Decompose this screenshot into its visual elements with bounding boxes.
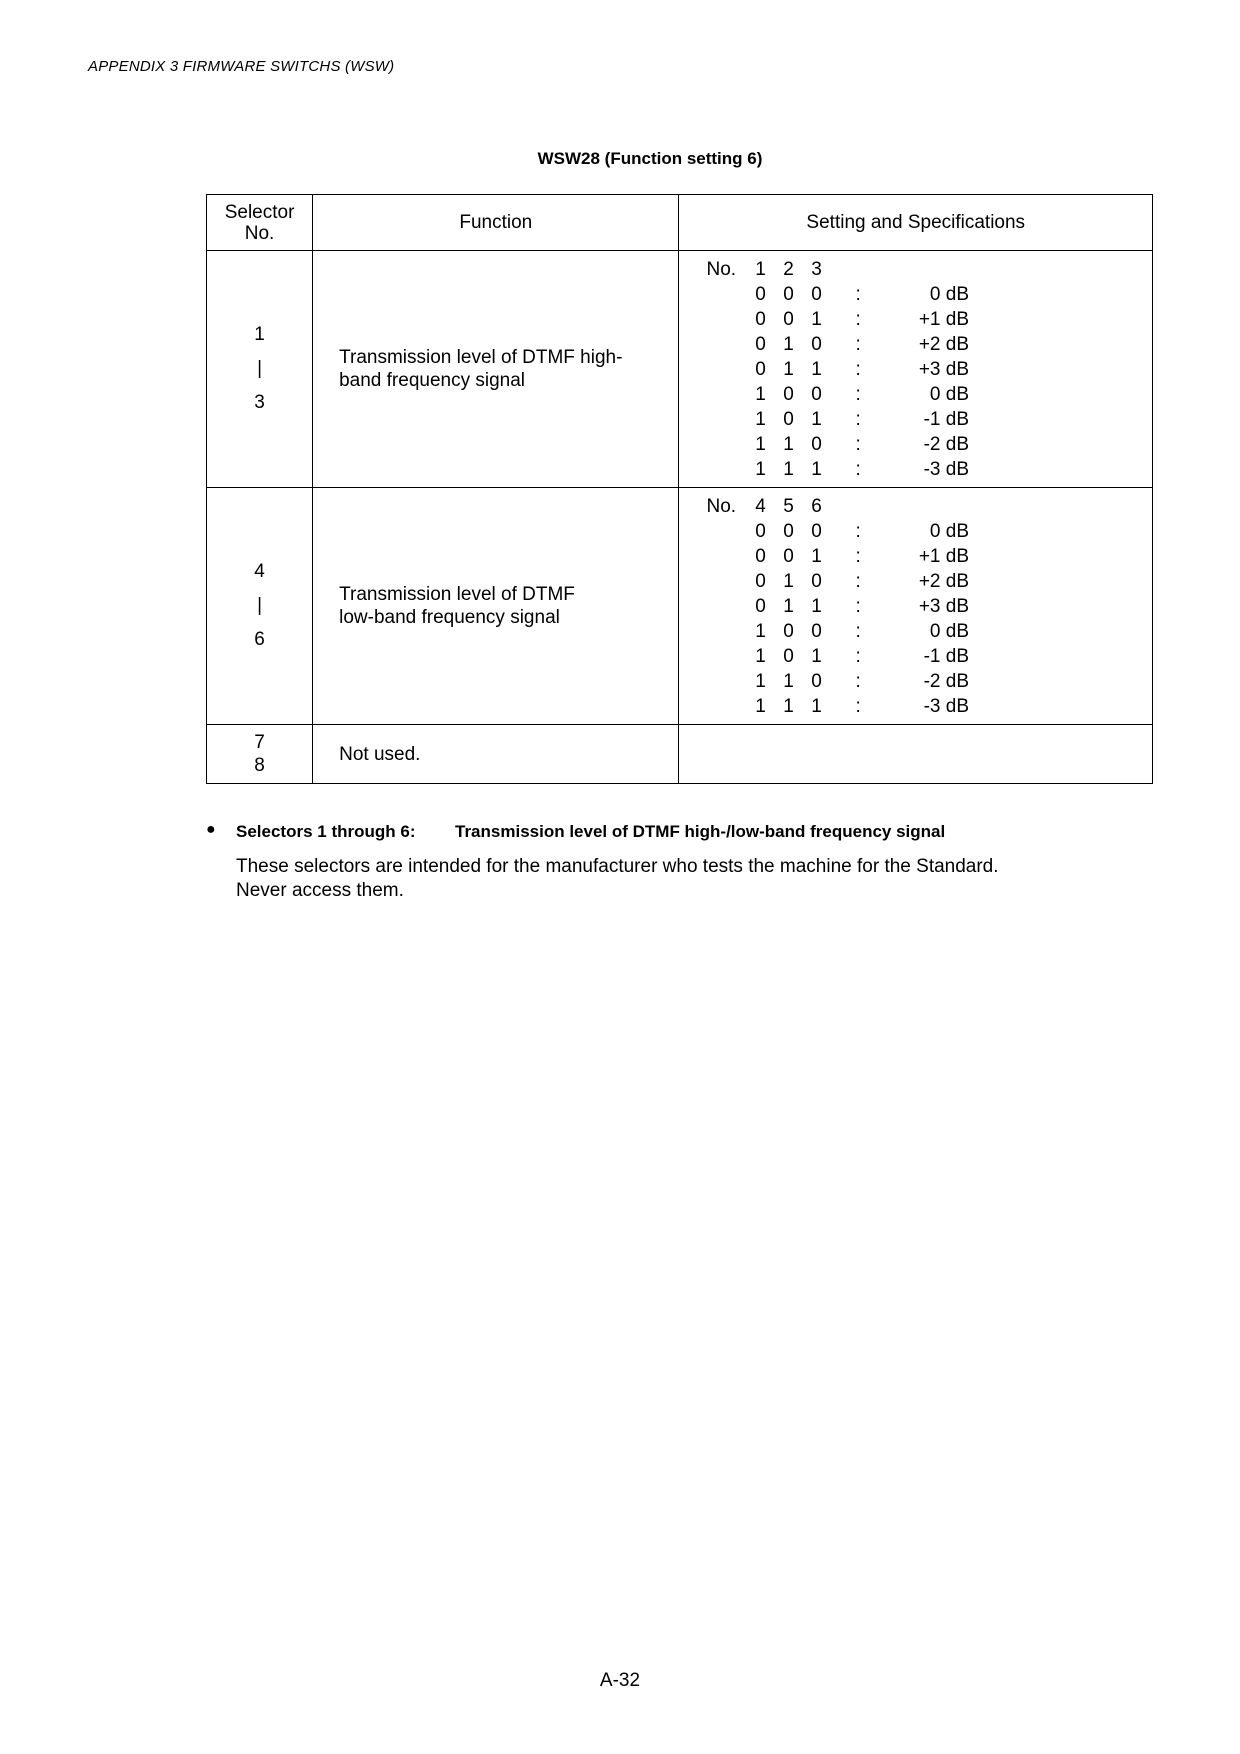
- spec-bit: 0: [811, 434, 822, 455]
- spec-bit-header: 3: [811, 259, 822, 280]
- spec-value: -3 dB: [923, 696, 969, 717]
- spec-no-label: No.: [706, 496, 737, 517]
- table-row: [207, 251, 1153, 488]
- spec-bit: 0: [755, 596, 766, 617]
- header-selector-line1: Selector: [224, 201, 295, 223]
- spec-bit: 0: [783, 384, 794, 405]
- spec-value: +1 dB: [918, 546, 969, 567]
- spec-value: +3 dB: [918, 359, 969, 380]
- note-body-line: These selectors are intended for the manufacturer who tests the machine for the Standard.: [236, 856, 999, 877]
- selector-end: 3: [254, 392, 265, 413]
- function-line: Transmission level of DTMF: [339, 584, 575, 605]
- spec-bit-header: 4: [755, 496, 766, 517]
- selector-cell: [207, 251, 313, 488]
- function-cell: [313, 488, 679, 725]
- spec-bit: 0: [755, 284, 766, 305]
- table-title: WSW28 (Function setting 6): [537, 149, 763, 168]
- spec-bit: 0: [811, 521, 822, 542]
- spec-colon: :: [855, 546, 861, 567]
- spec-entry: [679, 307, 1152, 332]
- spec-colon: :: [855, 434, 861, 455]
- spec-colon: :: [855, 646, 861, 667]
- spec-bit: 0: [783, 521, 794, 542]
- spec-colon: :: [855, 521, 861, 542]
- spec-bit: 1: [755, 696, 766, 717]
- spec-header-row: [679, 494, 1152, 519]
- spec-bit: 1: [755, 621, 766, 642]
- note-heading-label: Selectors 1 through 6:: [236, 822, 416, 841]
- spec-colon: :: [855, 596, 861, 617]
- spec-value: +1 dB: [918, 309, 969, 330]
- setting-cell: [679, 488, 1153, 725]
- spec-entry: [679, 544, 1152, 569]
- spec-entry: [679, 432, 1152, 457]
- spec-entry: [679, 519, 1152, 544]
- spec-bit: 0: [811, 384, 822, 405]
- spec-entry: [679, 669, 1152, 694]
- spec-bit: 0: [783, 284, 794, 305]
- spec-bit: 1: [811, 596, 822, 617]
- spec-value: -3 dB: [923, 459, 969, 480]
- note-heading-text: Transmission level of DTMF high-/low-band frequency signal: [455, 822, 946, 841]
- spec-bit-header: 1: [755, 259, 766, 280]
- spec-bit: 1: [811, 546, 822, 567]
- note-body: [236, 855, 1096, 903]
- spec-entry: [679, 694, 1152, 719]
- spec-bit: 1: [783, 596, 794, 617]
- spec-bit: 0: [755, 359, 766, 380]
- header-setting: Setting and Specifications: [679, 195, 1153, 251]
- setting-cell: [679, 251, 1153, 488]
- spec-bit: 1: [811, 309, 822, 330]
- spec-value: 0 dB: [929, 521, 969, 542]
- spec-colon: :: [855, 309, 861, 330]
- spec-bit: 1: [755, 459, 766, 480]
- selector-range-mark: |: [257, 358, 263, 379]
- spec-bit: 1: [811, 646, 822, 667]
- spec-colon: :: [855, 571, 861, 592]
- spec-bit: 1: [811, 409, 822, 430]
- spec-bit-header: 2: [783, 259, 794, 280]
- header-function: Function: [313, 195, 679, 251]
- spec-colon: :: [855, 621, 861, 642]
- spec-entry: [679, 357, 1152, 382]
- spec-colon: :: [855, 459, 861, 480]
- selector-start: 7: [254, 732, 265, 753]
- spec-bit: 1: [783, 696, 794, 717]
- spec-bit: 0: [783, 309, 794, 330]
- wsw28-table: [206, 194, 1153, 784]
- spec-bit: 0: [811, 571, 822, 592]
- spec-bit: 1: [783, 434, 794, 455]
- spec-entry: [679, 619, 1152, 644]
- spec-bit: 0: [755, 521, 766, 542]
- spec-bit: 1: [755, 646, 766, 667]
- running-head: APPENDIX 3 FIRMWARE SWITCHS (WSW): [88, 58, 395, 75]
- spec-bit: 0: [811, 621, 822, 642]
- spec-bit: 1: [755, 384, 766, 405]
- spec-bit: 1: [755, 671, 766, 692]
- selector-start: 4: [254, 561, 265, 582]
- note-body-line: Never access them.: [236, 880, 404, 901]
- spec-header-row: [679, 257, 1152, 282]
- setting-cell: [679, 725, 1153, 784]
- header-selector-line2: No.: [244, 222, 275, 244]
- function-line: band frequency signal: [339, 370, 526, 391]
- table-row: [207, 488, 1153, 725]
- spec-bit: 0: [755, 571, 766, 592]
- spec-value: -2 dB: [923, 434, 969, 455]
- spec-bit: 1: [783, 671, 794, 692]
- spec-value: -2 dB: [923, 671, 969, 692]
- spec-bit: 0: [783, 546, 794, 567]
- spec-value: -1 dB: [923, 409, 969, 430]
- spec-no-label: No.: [706, 259, 737, 280]
- spec-bit: 0: [811, 334, 822, 355]
- spec-bit: 1: [783, 459, 794, 480]
- spec-entry: [679, 407, 1152, 432]
- spec-entry: [679, 594, 1152, 619]
- spec-bit: 1: [783, 334, 794, 355]
- spec-entry: [679, 644, 1152, 669]
- spec-bit: 0: [811, 284, 822, 305]
- spec-value: +2 dB: [918, 571, 969, 592]
- spec-list: [679, 251, 1152, 487]
- spec-bit-header: 5: [783, 496, 794, 517]
- header-selector-no: [207, 195, 313, 251]
- spec-value: -1 dB: [923, 646, 969, 667]
- spec-bit: 1: [811, 459, 822, 480]
- function-cell: Not used.: [313, 725, 679, 784]
- table-header-row: [207, 195, 1153, 251]
- spec-colon: :: [855, 409, 861, 430]
- selector-range-mark: |: [257, 595, 263, 616]
- spec-bit: 0: [755, 546, 766, 567]
- spec-colon: :: [855, 284, 861, 305]
- spec-entry: [679, 457, 1152, 482]
- selector-end: 8: [254, 755, 265, 776]
- spec-bit: 1: [811, 696, 822, 717]
- spec-bit: 0: [783, 409, 794, 430]
- selector-end: 6: [254, 629, 265, 650]
- spec-bit: 1: [811, 359, 822, 380]
- spec-entry: [679, 569, 1152, 594]
- spec-colon: :: [855, 384, 861, 405]
- spec-bit: 0: [755, 309, 766, 330]
- spec-bit: 0: [811, 671, 822, 692]
- spec-value: 0 dB: [929, 284, 969, 305]
- function-cell: [313, 251, 679, 488]
- selector-cell: [207, 488, 313, 725]
- spec-bit: 0: [755, 334, 766, 355]
- spec-entry: [679, 382, 1152, 407]
- selector-cell: [207, 725, 313, 784]
- bullet-icon: ●: [206, 821, 216, 838]
- function-line: low-band frequency signal: [339, 607, 560, 628]
- spec-entry: [679, 282, 1152, 307]
- spec-colon: :: [855, 359, 861, 380]
- function-line: Transmission level of DTMF high-: [339, 347, 623, 368]
- page-number: A-32: [599, 1670, 641, 1691]
- spec-colon: :: [855, 334, 861, 355]
- spec-value: 0 dB: [929, 621, 969, 642]
- spec-colon: :: [855, 696, 861, 717]
- spec-bit: 1: [783, 571, 794, 592]
- selector-start: 1: [254, 324, 265, 345]
- spec-bit: 1: [783, 359, 794, 380]
- spec-bit: 0: [783, 621, 794, 642]
- spec-value: +2 dB: [918, 334, 969, 355]
- table-row: [207, 725, 1153, 784]
- spec-colon: :: [855, 671, 861, 692]
- spec-value: 0 dB: [929, 384, 969, 405]
- spec-list: [679, 488, 1152, 724]
- spec-bit: 1: [755, 409, 766, 430]
- spec-bit: 1: [755, 434, 766, 455]
- spec-value: +3 dB: [918, 596, 969, 617]
- spec-bit-header: 6: [811, 496, 822, 517]
- spec-bit: 0: [783, 646, 794, 667]
- spec-entry: [679, 332, 1152, 357]
